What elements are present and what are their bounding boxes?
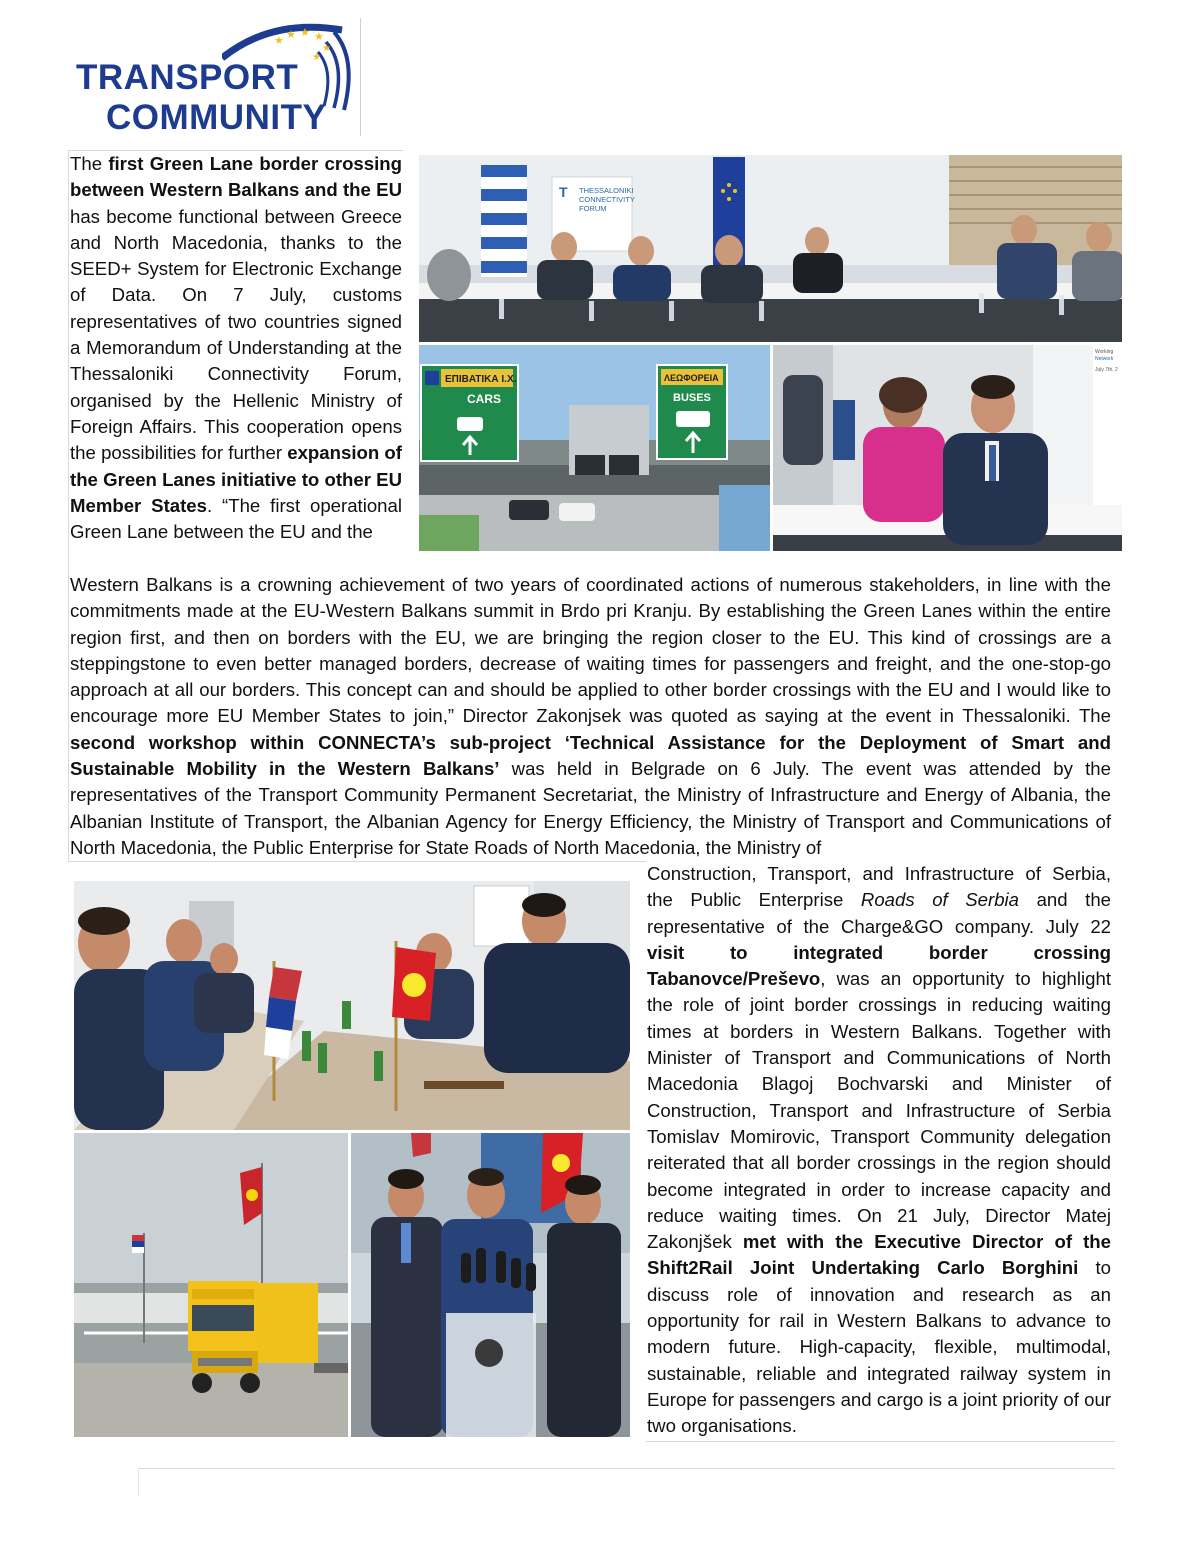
- text-segment: and the representative of the Charge&GO company. July 22: [647, 889, 1112, 937]
- text-segment: Western Balkans is a crowning achievement of two years of coordinated actions of numerous stakeholders, in line with the commitments made at the EU-Western Balkans summit in Brdo pri Kranju. By establishing the Green Lanes within the entire region first, and then on borders with the EU, we are bringing the region closer to the EU. This kind of crossings are a steppingstone to even better managed borders, decrease of waiting times for passengers and freight, and the one-stop-go approach at all our borders. This concept can and should be applied to other border crossings with the EU and I would like to encourage more EU Member States to join,” Director Zakonjsek was quoted as saying at the event in Thessaloniki. The: [70, 574, 1111, 727]
- border-signs-photo: [419, 345, 770, 551]
- bold-text-segment: met with the Executive Director of the Shift2Rail Joint Undertaking Carlo Borghini: [647, 1231, 1111, 1279]
- svg-text:T: T: [559, 184, 568, 200]
- text-segment: Construction, Transport, and Infrastructure of Serbia, the Public Enterprise: [647, 863, 1111, 911]
- text-segment: , was an opportunity to highlight the role of joint border crossings in reducing waiting times at borders in Western Balkans. Together with Minister of Transport and Communications of North Macedonia Blagoj Bochvarski and Minister of Construction, Transport and Infrastructure of Serbia Tomislav Momirovic, Transport Community delegation reiterated that all border crossings in the region should become integrated in order to increase capacity and reduce waiting times. On 21 July, Director Matej Zakonjšek: [647, 968, 1111, 1253]
- bold-text-segment: second workshop within CONNECTA’s sub-project ‘Technical Assistance for the Deployment of Smart and Sustainable Mobility in the Western Balkans’: [70, 731, 1111, 780]
- transport-community-logo: [72, 18, 362, 138]
- backdrop-line-3: July 7th, 2: [1095, 367, 1118, 373]
- text-segment: has become functional between Greece and North Macedonia, thanks to the SEED+ System for Electronic Exchange of Data. On 7 July, customs representatives of two countries signed a Memorandum of Understanding at the Thessaloniki Connectivity Forum, organised by the Hellenic Ministry of Foreign Affairs. This cooperation opens the possibilities for further: [70, 205, 402, 464]
- footer-divider-edge: [138, 1468, 139, 1496]
- banner-line-1: THESSALONIKI: [579, 186, 634, 195]
- forum-meeting-photo: [419, 155, 1122, 342]
- cars-sign-english: CARS: [467, 392, 502, 406]
- buses-sign-english: BUSES: [673, 392, 711, 404]
- footer-divider: [138, 1468, 1115, 1469]
- text-segment: was held in Belgrade on 6 July. The event was attended by the representatives of the Transport Community Permanent Secretariat, the Ministry of Infrastructure and Energy of Albania, the Albanian Institute of Transport, the Albanian Agency for Energy Efficiency, the Ministry of Transport and Communications of North Macedonia, the Public Enterprise for State Roads of North Macedonia, the Ministry of: [70, 758, 1111, 858]
- banner-line-2: CONNECTIVITY: [579, 195, 635, 204]
- backdrop-line-2: Network: [1095, 356, 1114, 362]
- svg-text:★: ★: [274, 34, 284, 47]
- cars-sign-greek: ΕΠΙΒΑΤΙΚΑ Ι.Χ.: [445, 374, 517, 385]
- buses-sign-greek: ΛΕΩΦΟΡΕΙΑ: [664, 373, 719, 383]
- press-conference-photo: [351, 1133, 630, 1437]
- logo-line-1: TRANSPORT: [76, 58, 299, 97]
- article-body: [70, 572, 1111, 861]
- article-continuation: [647, 861, 1111, 1440]
- text-segment: The: [70, 153, 109, 174]
- frame-line: [68, 150, 69, 862]
- svg-text:★: ★: [322, 43, 331, 54]
- logo-line-2: COMMUNITY: [106, 98, 327, 137]
- bold-text-segment: first Green Lane border crossing between Western Balkans and the EU: [70, 153, 402, 201]
- article-intro: [70, 151, 402, 545]
- bold-text-segment: visit to integrated border crossing Tabanovce/Preševo: [647, 941, 1111, 990]
- text-segment: to discuss role of innovation and research as an opportunity for rail in Western Balkans to advance to modern future. High-capacity, flexible, multimodal, sustainable, reliable and integrated railway system in Europe for passengers and cargo is a joint priority of our two organisations.: [647, 1257, 1111, 1437]
- svg-text:★: ★: [286, 28, 296, 41]
- bold-text-segment: expansion of the Green Lanes initiative to other EU Member States: [70, 442, 402, 516]
- header-divider: [360, 18, 361, 136]
- mou-signing-photo: [773, 345, 1122, 551]
- banner-line-3: FORUM: [579, 204, 607, 213]
- frame-line: [646, 1441, 1115, 1442]
- text-segment: . “The first operational Green Lane between the EU and the: [70, 494, 402, 543]
- italic-text-segment: Roads of Serbia: [860, 889, 1020, 911]
- truck-border-photo: [74, 1133, 348, 1437]
- svg-text:★: ★: [300, 26, 310, 39]
- border-meeting-photo: [74, 881, 630, 1130]
- svg-text:★: ★: [312, 52, 321, 63]
- svg-text:★: ★: [314, 30, 324, 43]
- backdrop-line-1: Working: [1095, 349, 1114, 355]
